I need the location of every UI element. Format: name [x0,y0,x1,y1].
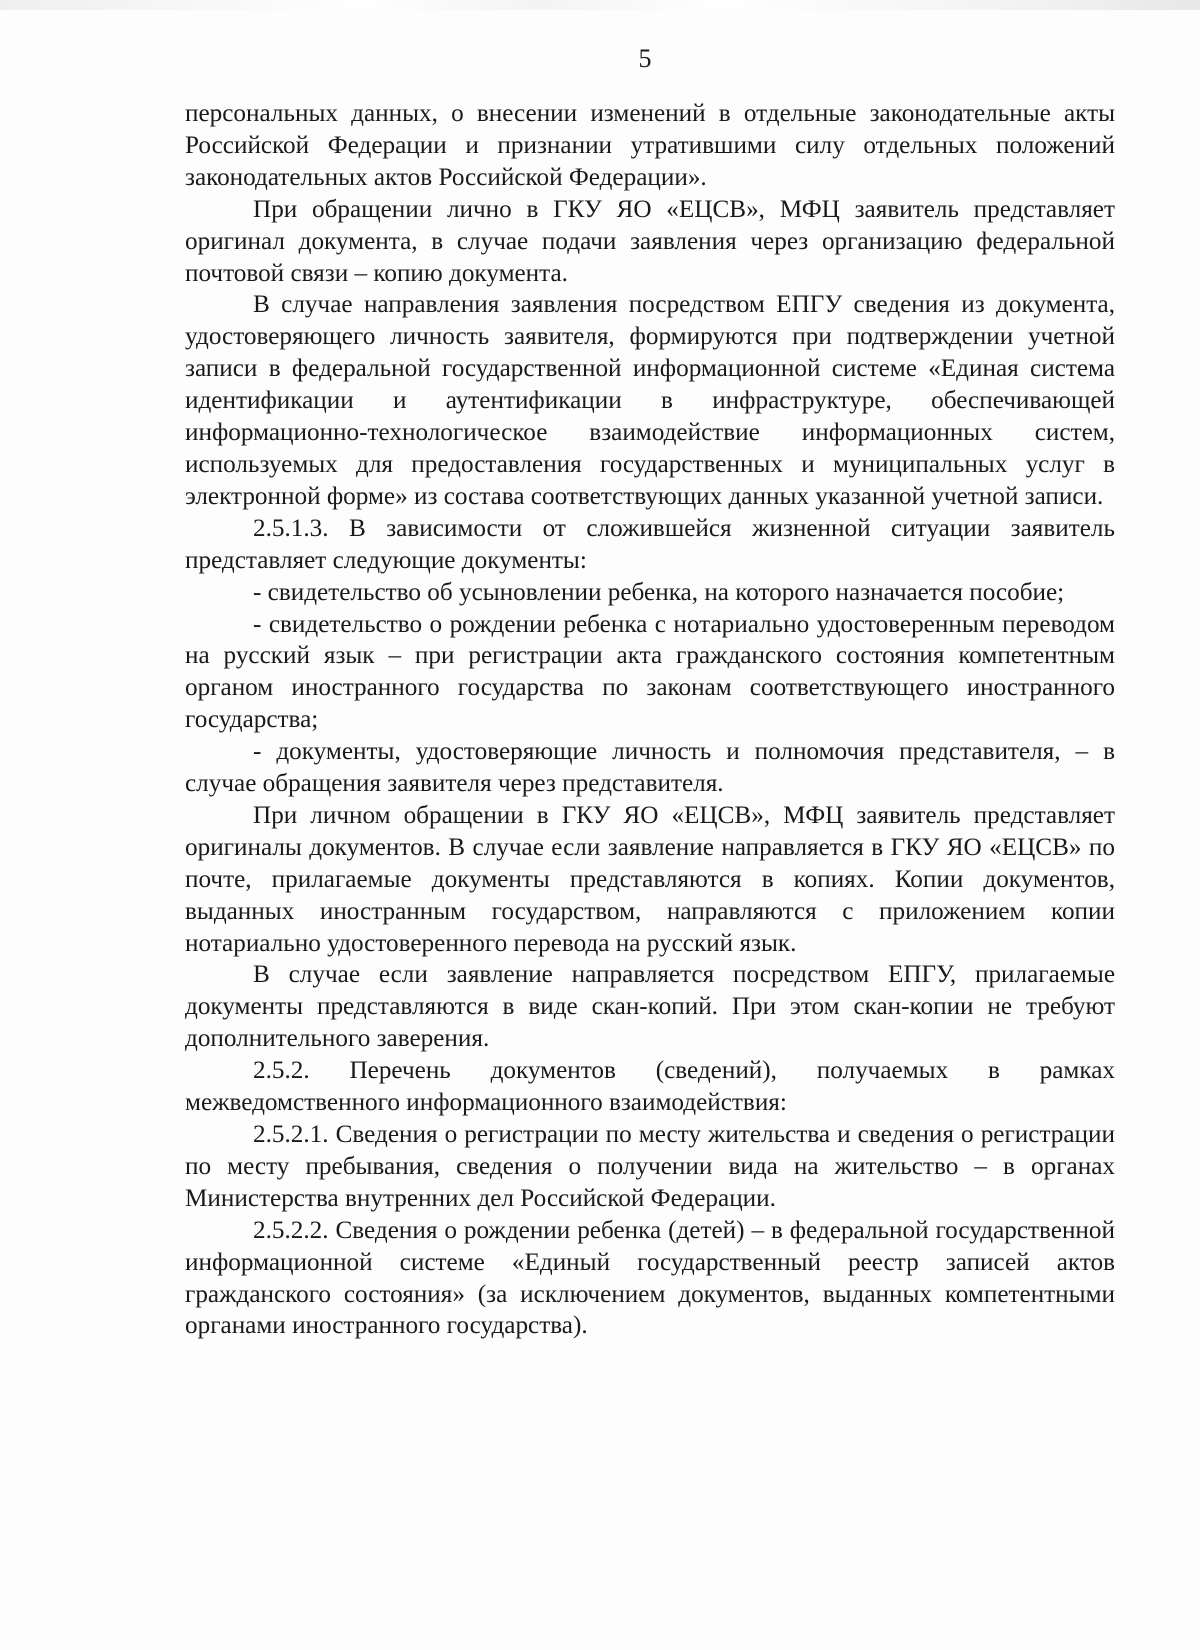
paragraph: 2.5.2.2. Сведения о рождении ребенка (детей) – в федеральной государственной информационной системе «Единый государственный реестр записей актов гражданского состояния» (за исключением документов, выданных компетентными органами иностранного государства). [185,1216,1115,1340]
paragraph: - документы, удостоверяющие личность и полномочия представителя, – в случае обращения заявителя через представителя. [185,738,1115,798]
paragraph: При личном обращении в ГКУ ЯО «ЕЦСВ», МФЦ заявитель представляет оригиналы документов. В случае если заявление направляется в ГКУ ЯО «ЕЦСВ» по почте, прилагаемые документы представляются в копиях. Копии документов, выданных иностранным государством, направляются с приложением копии нотариально удостоверенного перевода на русский язык. [185,801,1115,957]
paragraph: 2.5.1.3. В зависимости от сложившейся жизненной ситуации заявитель представляет следующие документы: [185,514,1115,574]
scan-edge [0,0,1200,10]
page-number: 5 [638,44,652,73]
paragraph: - свидетельство об усыновлении ребенка, на которого назначается пособие; [253,578,1065,606]
paragraph: персональных данных, о внесении изменений в отдельные законодательные акты Российской Федерации и признании утратившими силу отдельных положений законодательных актов Российской Федерации». [185,100,1115,191]
paragraph: В случае направления заявления посредством ЕПГУ сведения из документа, удостоверяющего личность заявителя, формируются при подтверждении учетной записи в федеральной государственной информационной системе «Единая система идентификации и аутентификации в инфраструктуре, обеспечивающей информационно-технологическое взаимодействие информационных систем, используемых для предоставления государственных и муниципальных услуг в электронной форме» из состава соответствующих данных указанной учетной записи. [185,291,1115,510]
paragraph: При обращении лично в ГКУ ЯО «ЕЦСВ», МФЦ заявитель представляет оригинал документа, в случае подачи заявления через организацию федеральной почтовой связи – копию документа. [185,195,1115,287]
paragraph: - свидетельство о рождении ребенка с нотариально удостоверенным переводом на русский язык – при регистрации акта гражданского состояния компетентным органом иностранного государства по законам соответствующего иностранного государства; [185,610,1115,734]
paragraph: 2.5.2. Перечень документов (сведений), получаемых в рамках межведомственного информационного взаимодействия: [185,1057,1115,1117]
document-body [185,98,1115,1342]
paragraph: 2.5.2.1. Сведения о регистрации по месту жительства и сведения о регистрации по месту пребывания, сведения о получении вида на жительство – в органах Министерства внутренних дел Российской Федерации. [185,1121,1115,1212]
paragraph: В случае если заявление направляется посредством ЕПГУ, прилагаемые документы представляются в виде скан-копий. При этом скан-копии не требуют дополнительного заверения. [185,961,1115,1053]
